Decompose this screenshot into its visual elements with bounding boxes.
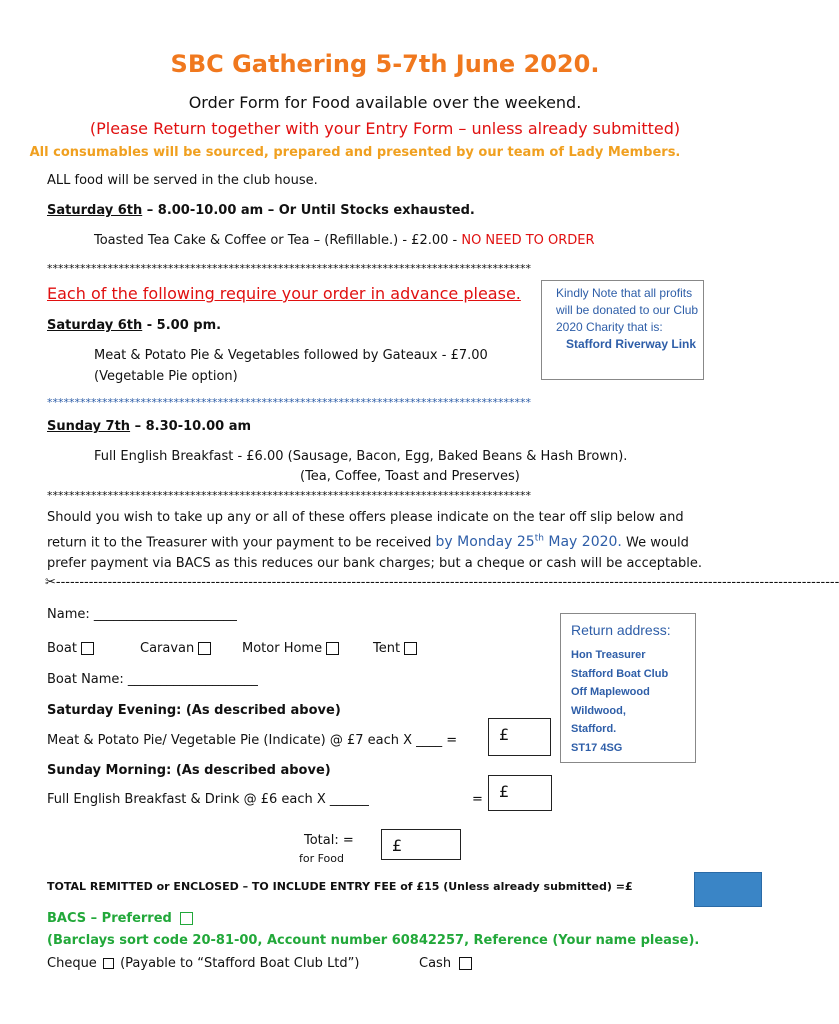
total-remitted-box[interactable] — [694, 872, 762, 907]
caravan-label: Caravan — [140, 641, 195, 656]
deadline-suffix: th — [534, 533, 544, 544]
caravan-option[interactable] — [140, 641, 211, 656]
motorhome-label: Motor Home — [242, 641, 323, 656]
food-total-box[interactable]: £ — [381, 829, 461, 860]
intro-text: ALL food will be served in the club house. — [47, 173, 318, 188]
breakfast-extras: (Tea, Coffee, Toast and Preserves) — [300, 469, 520, 484]
breakfast-item: Full English Breakfast - £6.00 (Sausage, Bacon, Egg, Baked Beans & Hash Brown). — [94, 449, 628, 464]
pie-order-line[interactable]: Meat & Potato Pie/ Vegetable Pie (Indicate) @ £7 each X ____ = — [47, 733, 458, 748]
address-line: Off Maplewood — [571, 686, 650, 698]
address-line: Hon Treasurer — [571, 649, 646, 661]
divider-stars: **************************************************************************************** — [47, 396, 531, 409]
address-line: Stafford Boat Club — [571, 667, 669, 680]
vegetable-pie-option: (Vegetable Pie option) — [94, 369, 238, 384]
consumables-note: All consumables will be sourced, prepared and presented by our team of Lady Members. — [29, 145, 681, 160]
address-line: Wildwood, — [571, 704, 626, 717]
advance-order-heading: Each of the following require your order in advance please. — [47, 284, 521, 303]
divider-stars: **************************************************************************************** — [47, 489, 531, 502]
sunday-time: – 8.30-10.00 am — [130, 419, 252, 434]
instructions-text-2: We would prefer payment via BACS as this reduces our bank charges; but a cheque or cash will be acceptable. — [47, 535, 703, 571]
bacs-details: (Barclays sort code 20-81-00, Account number 60842257, Reference (Your name please). — [47, 933, 700, 948]
return-address-box — [560, 613, 696, 763]
no-order-note: NO NEED TO ORDER — [461, 233, 595, 248]
for-food-label: for Food — [299, 852, 344, 865]
address-line: ST17 4SG — [571, 741, 623, 754]
saturday-morning-item — [94, 233, 595, 248]
boat-checkbox[interactable] — [81, 642, 94, 655]
cheque-label: Cheque — [47, 956, 97, 971]
charity-name: Stafford Riverway Link — [566, 337, 697, 351]
return-note: (Please Return together with your Entry Form – unless already submitted) — [89, 119, 681, 138]
saturday-evening-time: - 5.00 pm. — [142, 318, 222, 333]
name-field[interactable]: Name: ______________________ — [47, 607, 237, 622]
charity-note-box — [541, 280, 704, 380]
deadline-day: by Monday 25 — [435, 534, 535, 551]
saturday-morning-day: Saturday 6th — [47, 203, 143, 218]
saturday-evening-order-heading: Saturday Evening: (As described above) — [47, 703, 341, 718]
tear-line: ✂----------------------------------------------------------------------------------------------------------------------------------------------------------------------- — [45, 575, 839, 590]
pie-total-box[interactable]: £ — [488, 718, 551, 756]
bacs-option[interactable] — [47, 911, 193, 926]
bacs-checkbox[interactable] — [180, 912, 193, 925]
divider-stars: **************************************************************************************** — [47, 262, 531, 275]
charity-note-text: Kindly Note that all profits will be donated to our Club 2020 Charity that is: — [556, 286, 699, 334]
cheque-option[interactable] — [47, 956, 359, 971]
boat-name-field[interactable]: Boat Name: ____________________ — [47, 672, 258, 687]
instructions-paragraph — [47, 508, 727, 574]
sunday-heading — [47, 419, 251, 434]
sunday-morning-order-heading: Sunday Morning: (As described above) — [47, 763, 331, 778]
cheque-checkbox[interactable] — [103, 958, 114, 969]
form-subtitle: Order Form for Food available over the weekend. — [188, 93, 582, 112]
boat-label: Boat — [47, 641, 77, 656]
page-title: SBC Gathering 5-7th June 2020. — [170, 50, 600, 78]
sunday-day: Sunday 7th — [47, 419, 131, 434]
breakfast-total-box[interactable]: £ — [488, 775, 552, 811]
cash-label: Cash — [419, 956, 452, 971]
motorhome-checkbox[interactable] — [326, 642, 339, 655]
pie-item: Meat & Potato Pie & Vegetables followed by Gateaux - £7.00 — [94, 348, 488, 363]
breakfast-equals: = — [472, 792, 483, 807]
return-address-heading: Return address: — [571, 622, 671, 638]
instructions-text: Should you wish to take up any or all of these offers please indicate on the tear off slip below and return it to the Treasurer with your payment to be received — [47, 510, 684, 551]
tea-cake-item: Toasted Tea Cake & Coffee or Tea – (Refillable.) - £2.00 - — [94, 233, 462, 248]
saturday-morning-heading — [47, 203, 475, 218]
bacs-label: BACS – Preferred — [47, 911, 172, 926]
deadline-text — [436, 534, 622, 550]
motorhome-option[interactable] — [242, 641, 339, 656]
cheque-payable: (Payable to “Stafford Boat Club Ltd”) — [120, 956, 360, 971]
cash-checkbox[interactable] — [459, 957, 472, 970]
tent-checkbox[interactable] — [404, 642, 417, 655]
total-remitted-line: TOTAL REMITTED or ENCLOSED – TO INCLUDE ENTRY FEE of £15 (Unless already submitted) =£ — [47, 880, 633, 893]
saturday-evening-heading — [47, 318, 221, 333]
boat-option[interactable] — [47, 641, 94, 656]
saturday-morning-time: – 8.00-10.00 am – Or Until Stocks exhausted. — [142, 203, 475, 218]
tent-label: Tent — [373, 641, 401, 656]
breakfast-order-line[interactable]: Full English Breakfast & Drink @ £6 each X ______ — [47, 792, 369, 807]
cash-option[interactable] — [419, 956, 472, 971]
address-line: Stafford. — [571, 723, 617, 735]
deadline-month: May 2020. — [543, 534, 622, 551]
total-label: Total: = — [304, 833, 354, 848]
caravan-checkbox[interactable] — [198, 642, 211, 655]
tent-option[interactable] — [373, 641, 417, 656]
saturday-evening-day: Saturday 6th — [47, 318, 143, 333]
